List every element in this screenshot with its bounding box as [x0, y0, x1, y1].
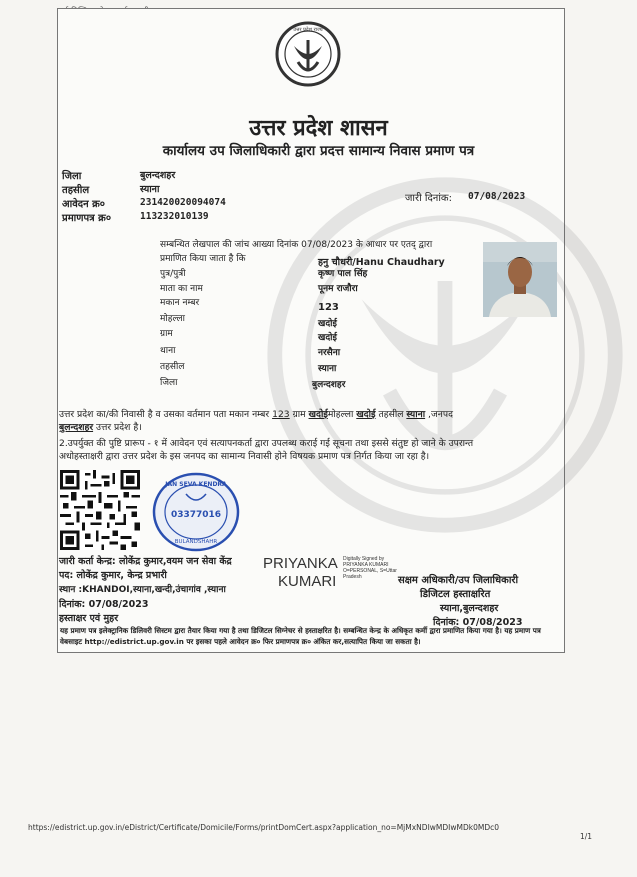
- issuer-sign-label: हस्ताक्षर एवं मुहर: [59, 613, 119, 624]
- tehsil-detail-value: स्याना: [318, 364, 337, 374]
- mother-label: माता का नाम: [160, 284, 203, 294]
- father-value: कृष्ण पाल सिंह: [318, 269, 368, 279]
- confirmation-line-1: 2.उपर्युक्त की पुष्टि प्रारूप - १ में आवेदन एवं सत्यापनकर्ता द्वारा उपलब्ध कराई गई सूचना तथा इससे संतुष्ट हो जाने के उपरान्त: [59, 438, 474, 449]
- village-value: खदोई: [318, 333, 337, 343]
- mohalla-value: खदोई: [318, 319, 337, 329]
- jan-seva-kendra-stamp-icon: [152, 472, 240, 552]
- mother-value: पूनम राजौरा: [318, 284, 358, 294]
- authority-date: दिनांक: 07/08/2023: [433, 617, 523, 628]
- mohalla-label: मोहल्ला: [160, 314, 185, 324]
- application-value: 231420020094074: [140, 197, 226, 208]
- issuer-date: दिनांक: 07/08/2023: [59, 599, 149, 610]
- house-value: 123: [318, 302, 339, 313]
- digital-signature-info: Digitally Signed by PRIYANKA KUMARI O=PERSONAL, S=Uttar Pradesh: [343, 556, 397, 580]
- certificate-value: 113232010139: [140, 211, 209, 222]
- certificate-label: प्रमाणपत्र क्र०: [62, 213, 112, 224]
- application-label: आवेदन क्र०: [62, 199, 106, 210]
- page-number: 1/1: [580, 832, 593, 841]
- tehsil-value: स्याना: [140, 184, 160, 195]
- authority-place: स्याना,बुलन्दशहर: [440, 603, 499, 614]
- village-label: ग्राम: [160, 329, 173, 339]
- police-station-label: थाना: [160, 346, 176, 356]
- issue-date-value: 07/08/2023: [468, 191, 526, 202]
- stamp-code-text: 03377016: [170, 510, 222, 520]
- applicant-photo: [483, 242, 557, 317]
- confirmation-line-2: अधोहस्ताक्षरी द्वारा उत्तर प्रदेश के इस जनपद का सामान्य निवासी होने विषयक प्रमाण पत्र निर्गत किया जा रहा है।: [59, 451, 430, 462]
- residence-paragraph-cont: बुलन्दशहर उत्तर प्रदेश है।: [59, 422, 142, 433]
- intro-line-1: सम्बन्धित लेखपाल की जांच आख्या दिनांक 07/08/2023 के आधार पर एतद् द्वारा: [160, 240, 433, 250]
- holder-name: हनु चौधरी/Hanu Chaudhary: [318, 257, 445, 268]
- emblem-watermark-icon: [260, 170, 630, 540]
- residence-paragraph: उत्तर प्रदेश का/की निवासी है व उसका वर्तमान पता मकान नम्बर 123 ग्राम खदोईमोहल्ला खदोई तहसील स्याना ,जनपद: [59, 409, 453, 420]
- print-url: https://edistrict.up.gov.in/eDistrict/Certificate/Domicile/Forms/printDomCert.aspx?application_no=MjMxNDIwMDIwMDk0MDc0: [28, 823, 500, 832]
- district-detail-value: बुलन्दशहर: [312, 380, 346, 390]
- footer-note: यह प्रमाण पत्र इलेक्ट्रानिक डिलिवरी सिस्टम द्वारा तैयार किया गया है तथा डिजिटल सिग्नेचर से हस्ताक्षरित है। सम्बन्धित केन्द्र के अधिकृत कर्मी द्वारा प्रमाणित किया गया है। यह प्रमाण पत्र वेबसाइट http://edistrict.up.gov.in पर इसका पहले आवेदन क्र० फिर प्रमाणपत्र क्र० अंकित कर,सत्यापित किया जा सकता है।: [60, 626, 541, 646]
- district-value: बुलन्दशहर: [140, 170, 176, 181]
- signature-name-2: KUMARI: [278, 573, 337, 590]
- issuer-center: जारी कर्ता केन्द्र: लोकेंद्र कुमार,वयम जन सेवा केंद्र: [59, 556, 232, 567]
- page-title: उत्तर प्रदेश शासन: [249, 116, 388, 141]
- tehsil-label: तहसील: [62, 185, 90, 196]
- emblem-ring-text: उत्तर प्रदेश राज्य: [293, 27, 323, 33]
- person-photo-icon: [483, 242, 557, 317]
- authority-digital: डिजिटल हस्ताक्षरित: [420, 589, 491, 600]
- signature-name-1: PRIYANKA: [263, 555, 338, 572]
- issue-date-label: जारी दिनांक:: [405, 193, 452, 204]
- tehsil-detail-label: तहसील: [160, 362, 185, 372]
- police-station-value: नरसैना: [318, 348, 341, 358]
- father-label: पुत्र/पुत्री: [160, 269, 186, 279]
- qr-code-icon: [60, 470, 140, 550]
- district-label: जिला: [62, 171, 82, 182]
- district-detail-label: जिला: [160, 378, 178, 388]
- issuer-post: पद: लोकेंद्र कुमार, केन्द्र प्रभारी: [59, 570, 167, 581]
- up-emblem-icon: [274, 18, 342, 94]
- stamp-top-text: JAN SEVA KENDRA: [165, 481, 227, 488]
- intro-line-2: प्रमाणित किया जाता है कि: [160, 254, 246, 264]
- stamp-bottom-text: BULANDSHAHR: [174, 539, 218, 545]
- page-subtitle: कार्यालय उप जिलाधिकारी द्वारा प्रदत्त सामान्य निवास प्रमाण पत्र: [162, 143, 475, 159]
- issuer-place: स्थान :KHANDOI,स्याना,खन्दी,उंचागांव ,स्याना: [59, 585, 226, 595]
- authority-title: सक्षम अधिकारी/उप जिलाधिकारी: [398, 575, 519, 586]
- house-label: मकान नम्बर: [160, 298, 200, 308]
